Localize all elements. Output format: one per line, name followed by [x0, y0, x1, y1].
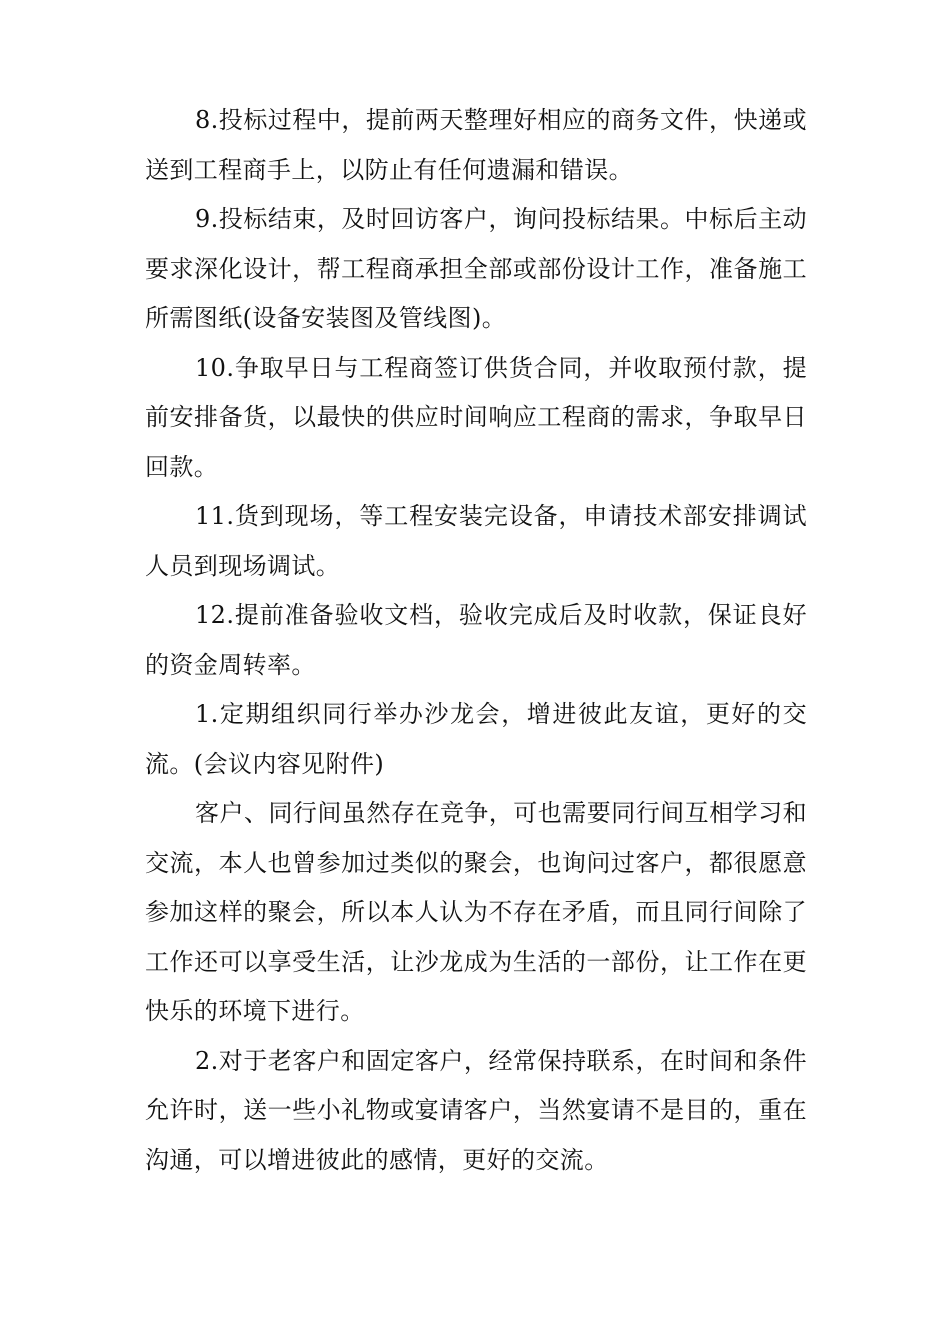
paragraph-10-supply-contract: 10.争取早日与工程商签订供货合同，并收取预付款，提前安排备货，以最快的供应时间响应工程商的需求，争取早日回款。 [145, 353, 807, 481]
paragraph-9-follow-up: 9.投标结束，及时回访客户，询问投标结果。中标后主动要求深化设计，帮工程商承担全部或部份设计工作，准备施工所需图纸(设备安装图及管线图)。 [145, 205, 807, 332]
paragraph-11-delivery: 11.货到现场，等工程安装完设备，申请技术部安排调试人员到现场调试。 [145, 502, 807, 580]
paragraph-2-old-clients: 2.对于老客户和固定客户，经常保持联系，在时间和条件允许时，送一些小礼物或宴请客户，当然宴请不是目的，重在沟通，可以增进彼此的感情，更好的交流。 [145, 1046, 807, 1174]
paragraph-1-salon: 1.定期组织同行举办沙龙会，增进彼此友谊，更好的交流。(会议内容见附件) [145, 700, 807, 778]
paragraph-8-bid-documents: 8.投标过程中，提前两天整理好相应的商务文件，快递或送到工程商手上，以防止有任何遗漏和错误。 [145, 106, 807, 184]
document-body [145, 96, 807, 1185]
paragraph-12-acceptance: 12.提前准备验收文档，验收完成后及时收款，保证良好的资金周转率。 [145, 601, 807, 679]
paragraph-salon-explanation: 客户、同行间虽然存在竞争，可也需要同行间互相学习和交流，本人也曾参加过类似的聚会，也询问过客户，都很愿意参加这样的聚会，所以本人认为不存在矛盾，而且同行间除了工作还可以享受生活，让沙龙成为生活的一部份，让工作在更快乐的环境下进行。 [145, 799, 807, 1025]
